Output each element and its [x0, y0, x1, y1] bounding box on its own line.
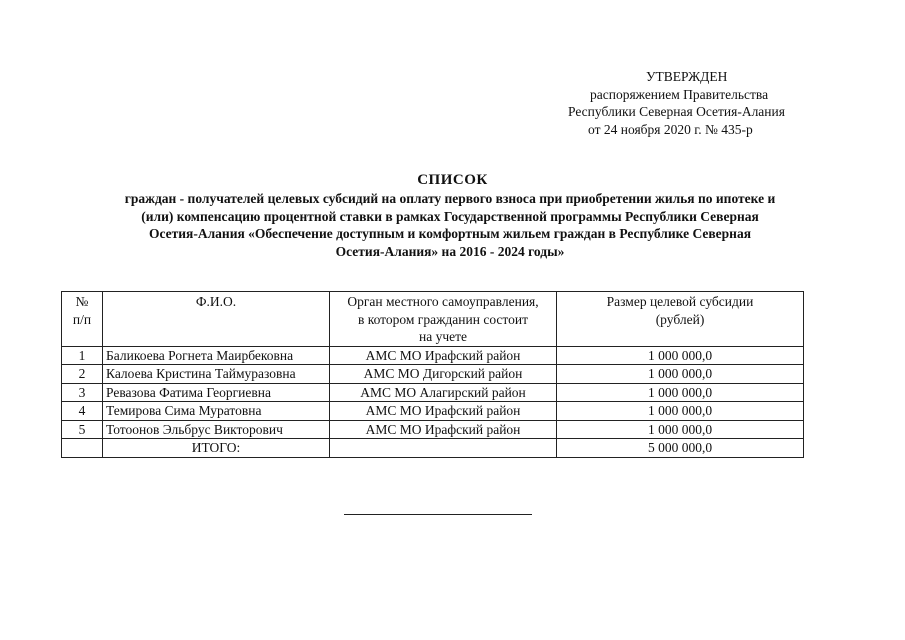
subtitle-line: граждан - получателей целевых субсидий на оплату первого взноса при приобретении жилья по ипотеке и [124, 191, 776, 206]
row-number: 5 [62, 420, 103, 439]
closing-divider [344, 514, 532, 515]
header-amount-line: (рублей) [655, 311, 705, 327]
table-header-row [62, 292, 804, 347]
table-row [62, 420, 804, 439]
subtitle-line: Осетия-Алания «Обеспечение доступным и комфортным жильем граждан в Республике Северная [148, 226, 751, 241]
row-number: 4 [62, 402, 103, 421]
row-amount: 1 000 000,0 [557, 346, 804, 365]
header-name: Ф.И.О. [103, 292, 330, 347]
header-organization-line: Орган местного самоуправления, [347, 294, 539, 309]
row-amount: 1 000 000,0 [557, 365, 804, 384]
approval-date-line: от 24 ноября 2020 г. № 435-р [588, 121, 753, 137]
approval-block [540, 68, 840, 138]
total-row [62, 439, 804, 458]
row-number: 2 [62, 365, 103, 384]
header-number [62, 292, 103, 347]
row-number: 3 [62, 383, 103, 402]
table-row [62, 346, 804, 365]
row-name: Калоева Кристина Таймуразовна [103, 365, 330, 384]
approval-order-line: распоряжением Правительства [590, 86, 769, 102]
table-row [62, 383, 804, 402]
row-name: Ревазова Фатима Георгиевна [103, 383, 330, 402]
subtitle-line: (или) компенсацию процентной ставки в рамках Государственной программы Республики Северная [141, 208, 759, 224]
table-row [62, 365, 804, 384]
approval-republic-line: Республики Северная Осетия-Алания [568, 104, 785, 119]
row-number: 1 [62, 346, 103, 365]
header-organization [330, 292, 557, 347]
row-name: Тотоонов Эльбрус Викторович [103, 420, 330, 439]
document-title: СПИСОК [417, 172, 488, 188]
subtitle-line: Осетия-Алания» на 2016 - 2024 годы» [335, 243, 565, 259]
header-number-line: № [75, 294, 89, 309]
approval-title: УТВЕРЖДЕН [646, 69, 728, 84]
header-amount [557, 292, 804, 347]
total-amount: 5 000 000,0 [557, 439, 804, 458]
row-name: Баликоева Рогнета Маирбековна [103, 346, 330, 365]
row-organization: АМС МО Ирафский район [330, 402, 557, 421]
row-organization: АМС МО Ирафский район [330, 420, 557, 439]
header-amount-line: Размер целевой субсидии [606, 294, 754, 309]
table-row [62, 402, 804, 421]
total-empty-cell [330, 439, 557, 458]
row-amount: 1 000 000,0 [557, 402, 804, 421]
row-amount: 1 000 000,0 [557, 383, 804, 402]
header-organization-line: на учете [418, 329, 467, 344]
recipients-table [61, 291, 804, 458]
row-organization: АМС МО Алагирский район [330, 383, 557, 402]
row-organization: АМС МО Ирафский район [330, 346, 557, 365]
row-organization: АМС МО Дигорский район [330, 365, 557, 384]
header-number-line: п/п [72, 311, 92, 327]
row-name: Темирова Сима Муратовна [103, 402, 330, 421]
row-amount: 1 000 000,0 [557, 420, 804, 439]
total-empty-cell [62, 439, 103, 458]
document-subtitle [60, 190, 840, 260]
header-organization-line: в котором гражданин состоит [357, 311, 528, 327]
total-label: ИТОГО: [103, 439, 330, 458]
